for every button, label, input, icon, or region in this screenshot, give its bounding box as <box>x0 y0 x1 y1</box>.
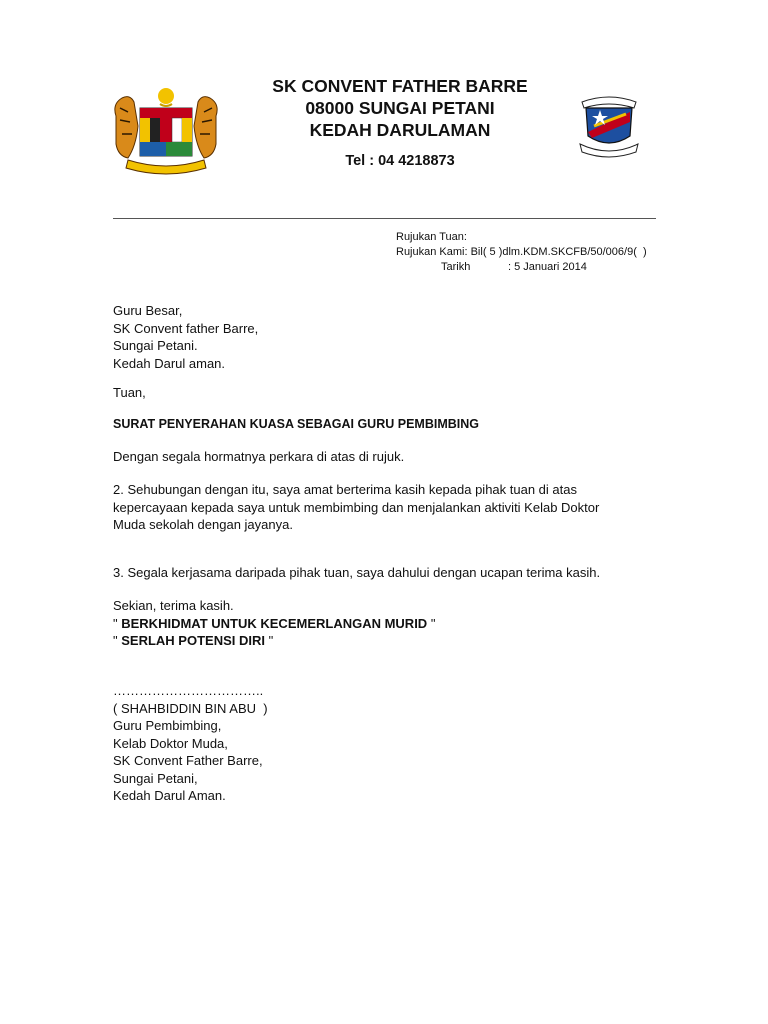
motto-line-2 <box>113 632 653 650</box>
paragraph-2-line: 2. Sehubungan dengan itu, saya amat berterima kasih kepada pihak tuan di atas <box>113 482 577 497</box>
tarikh-row <box>396 260 647 275</box>
signatory-line: Kedah Darul Aman. <box>113 788 226 803</box>
recipient-line: SK Convent father Barre, <box>113 320 259 336</box>
paragraph-2-line: Muda sekolah dengan jayanya. <box>113 517 293 532</box>
closing-block <box>113 597 653 650</box>
letter-subject: SURAT PENYERAHAN KUASA SEBAGAI GURU PEMBIMBING <box>113 417 479 431</box>
recipient-line: Guru Besar, <box>113 303 183 318</box>
school-telephone: Tel : 04 4218873 <box>345 153 455 169</box>
recipient-address <box>113 302 653 372</box>
tarikh-value: : 5 Januari 2014 <box>508 261 587 273</box>
quote-close: " <box>427 615 436 631</box>
quote-open: " <box>113 633 122 648</box>
signatory-line: SK Convent Father Barre, <box>113 753 263 768</box>
rujukan-tuan: Rujukan Tuan: <box>396 231 467 243</box>
motto-line-1 <box>113 615 653 633</box>
quote-open: " <box>113 615 122 631</box>
rujukan-kami: Rujukan Kami: Bil( 5 )dlm.KDM.SKCFB/50/006/9( ) <box>396 246 647 258</box>
recipient-line: Sungai Petani. <box>113 338 198 353</box>
reference-block <box>396 230 647 275</box>
salutation: Tuan, <box>113 385 146 400</box>
paragraph-2 <box>113 481 653 534</box>
signatory-line: Kelab Doktor Muda, <box>113 735 228 751</box>
header-divider <box>113 218 656 219</box>
signatory-line: Sungai Petani, <box>113 770 198 786</box>
school-state: KEDAH DARULAMAN <box>309 120 491 140</box>
motto-1: BERKHIDMAT UNTUK KECEMERLANGAN MURID <box>121 615 428 631</box>
school-address: 08000 SUNGAI PETANI <box>305 98 495 118</box>
signatory-name: ( SHAHBIDDIN BIN ABU ) <box>113 700 268 716</box>
paragraph-3: 3. Segala kerjasama daripada pihak tuan, saya dahului dengan ucapan terima kasih. <box>113 565 601 580</box>
paragraph-1: Dengan segala hormatnya perkara di atas di rujuk. <box>113 449 405 464</box>
tarikh-label: Tarikh <box>441 261 471 273</box>
quote-close: " <box>264 633 274 648</box>
signatory-line: Guru Pembimbing, <box>113 718 222 733</box>
school-name: SK CONVENT FATHER BARRE <box>272 76 528 96</box>
closing-thanks: Sekian, terima kasih. <box>113 598 234 613</box>
signature-block <box>113 682 653 805</box>
signature-dots: …………………………….. <box>113 683 264 698</box>
recipient-line: Kedah Darul aman. <box>113 355 226 371</box>
motto-2: SERLAH POTENSI DIRI <box>121 633 265 648</box>
paragraph-2-line: kepercayaan kepada saya untuk membimbing dan menjalankan aktiviti Kelab Doktor <box>113 499 600 515</box>
